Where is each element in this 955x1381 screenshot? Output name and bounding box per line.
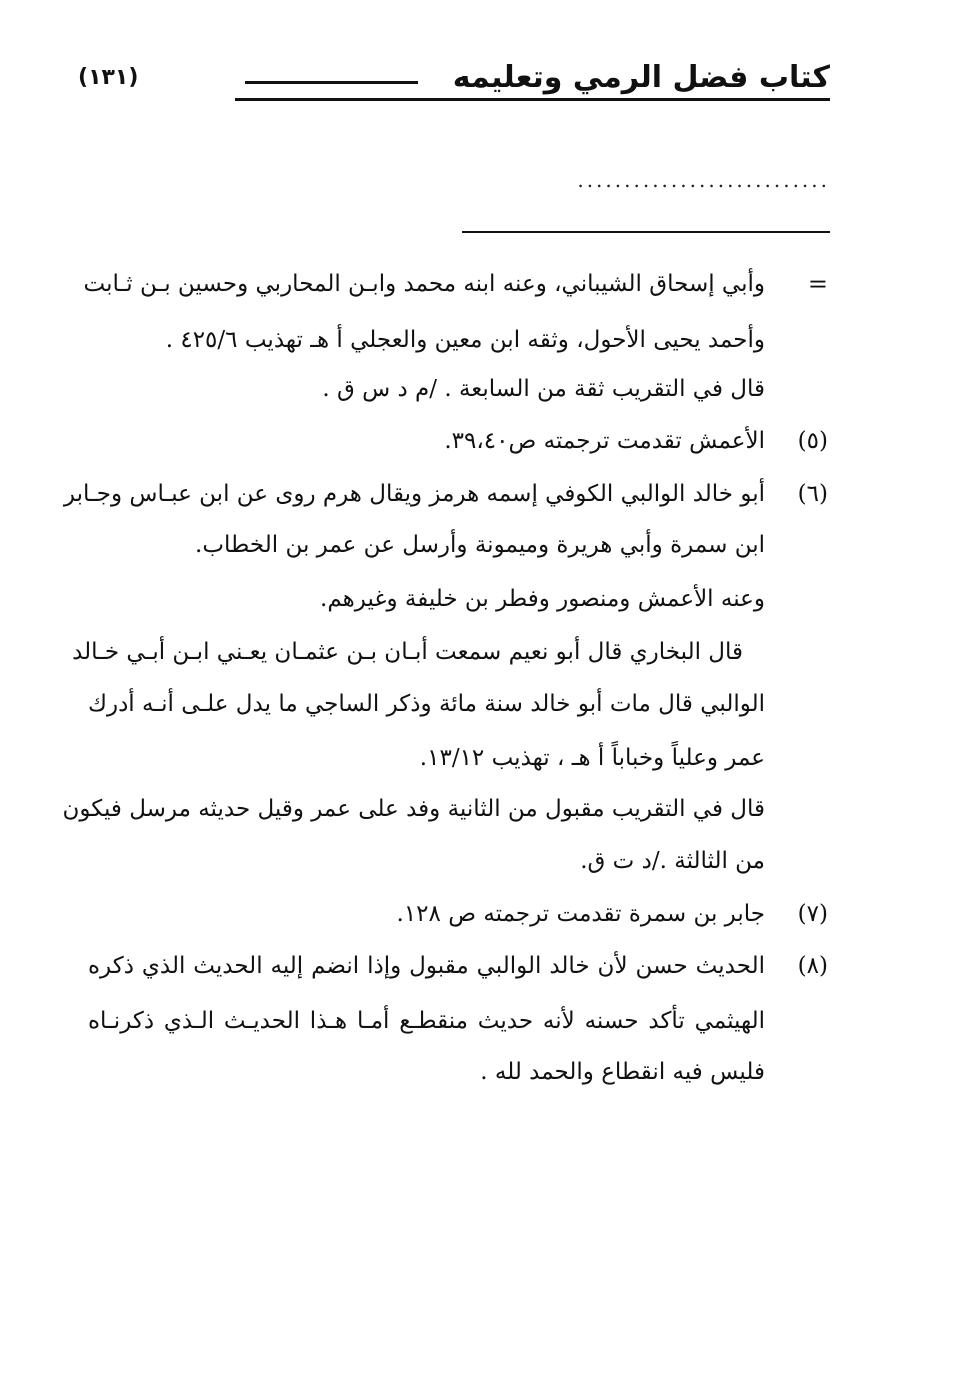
- continuation-mark: =: [807, 270, 828, 298]
- dotted-line: ...........................: [577, 170, 830, 190]
- page-number: (١٣١): [78, 65, 139, 90]
- footnote-line: الوالبي قال مات أبو خالد سنة مائة وذكر الساجي ما يدل علـى أنـه أدرك: [88, 691, 765, 717]
- footnote-line: ابن سمرة وأبي هريرة وميمونة وأرسل عن عمر بن الخطاب.: [195, 532, 765, 558]
- footnote-line: الحديث حسن لأن خالد الوالبي مقبول وإذا انضم إليه الحديث الذي ذكره: [88, 953, 765, 979]
- footnote-line: وأحمد يحيى الأحول، وثقه ابن معين والعجلي أ هـ تهذيب ٤٢٥/٦ .: [165, 327, 765, 353]
- footnote-line: قال في التقريب مقبول من الثانية وفد على عمر وقيل حديثه مرسل فيكون: [62, 796, 765, 822]
- footnote-line: فليس فيه انقطاع والحمد لله .: [480, 1059, 765, 1085]
- footnote-line: وعنه الأعمش ومنصور وفطر بن خليفة وغيرهم.: [320, 586, 765, 612]
- footnote-line: من الثالثة ./د ت ق.: [580, 848, 765, 874]
- footnote-number: (٦): [797, 481, 828, 507]
- book-title: كتاب فضل الرمي وتعليمه: [452, 60, 830, 95]
- footnote-number: (٨): [797, 953, 828, 979]
- header-rule: [245, 81, 418, 84]
- page-header: [78, 58, 830, 102]
- footnote-line: وأبي إسحاق الشيباني، وعنه ابنه محمد وابـن المحاربي وحسين بـن ثـابت: [83, 271, 765, 297]
- footnote-line: قال البخاري قال أبو نعيم سمعت أبـان بـن عثمـان يعـني ابـن أبـي خـالد: [72, 639, 743, 665]
- footnote-number: (٧): [797, 901, 828, 927]
- footnote-line: عمر وعلياً وخباباً أ هـ ، تهذيب ١٣/١٢.: [419, 745, 765, 771]
- footnote-line: أبو خالد الوالبي الكوفي إسمه هرمز ويقال هرم روى عن ابن عبـاس وجـابر: [63, 481, 765, 507]
- footnote-number: (٥): [797, 428, 828, 454]
- footnote-line: الأعمش تقدمت ترجمته ص٣٩،٤٠.: [444, 428, 765, 454]
- footnote-separator: [462, 231, 830, 233]
- header-underline: [235, 98, 830, 101]
- footnote-line: جابر بن سمرة تقدمت ترجمته ص ١٢٨.: [396, 901, 765, 927]
- footnote-line: الهيثمي تأكد حسنه لأنه حديث منقطـع أمـا هـذا الحديـث الـذي ذكرنـاه: [88, 1008, 765, 1034]
- footnote-line: قال في التقريب ثقة من السابعة . /م د س ق .: [322, 376, 765, 402]
